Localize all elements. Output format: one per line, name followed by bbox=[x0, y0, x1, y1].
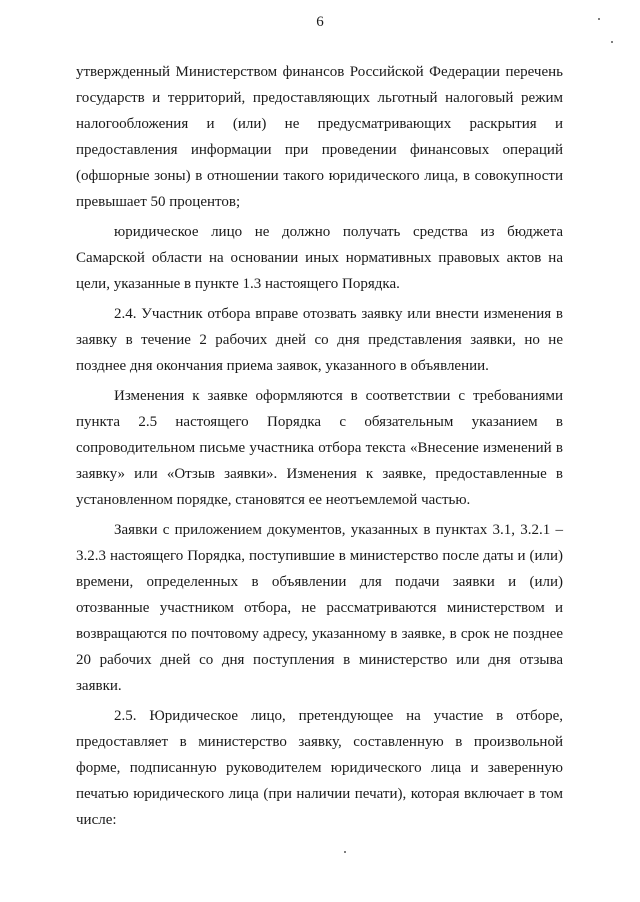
paragraph-3-text: 2.4. Участник отбора вправе отозвать заявку или внести изменения в заявку в течение 2 рабочих дней со дня представления заявки, но не позднее дня окончания приема заявок, указанного в объявлении. bbox=[76, 306, 563, 374]
paragraph-2-text: юридическое лицо не должно получать средства из бюджета Самарской области на основании иных нормативных правовых актов на цели, указанные в пункте 1.3 настоящего Порядка. bbox=[76, 224, 563, 292]
page-number: 6 bbox=[316, 14, 324, 30]
paragraph-section-2-4 bbox=[76, 301, 563, 379]
paragraph-4-text: Изменения к заявке оформляются в соответствии с требованиями пункта 2.5 настоящего Порядка с обязательным указанием в сопроводительном письме участника отбора текста «Внесение изменений в заявку» или «Отзыв заявки». Изменения к заявке, предоставленные в установленном порядке, становятся ее неотъемлемой частью. bbox=[76, 388, 563, 508]
paragraph-5-text: Заявки с приложением документов, указанных в пунктах 3.1, 3.2.1 – 3.2.3 настоящего Порядка, поступившие в министерство после даты и (или) времени, определенных в объявлении для подачи заявки и (или) отозванные участником отбора, не рассматриваются министерством и возвращаются по почтовому адресу, указанному в заявке, в срок не позднее 20 рабочих дней со дня поступления в министерство или дня отзыва заявки. bbox=[76, 522, 563, 694]
paragraph-1-text: утвержденный Министерством финансов Российской Федерации перечень государств и территорий, предоставляющих льготный налоговый режим налогообложения и (или) не предусматривающих раскрытия и предоставления информации при проведении финансовых операций (офшорные зоны) в отношении такого юридического лица, в совокупности превышает 50 процентов; bbox=[76, 64, 563, 210]
scan-speck bbox=[598, 18, 600, 20]
paragraph-4 bbox=[76, 383, 563, 513]
scan-speck bbox=[611, 41, 613, 43]
paragraph-6-text: 2.5. Юридическое лицо, претендующее на участие в отборе, предоставляет в министерство заявку, составленную в произвольной форме, подписанную руководителем юридического лица и заверенную печатью юридического лица (при наличии печати), которая включает в том числе: bbox=[76, 708, 563, 828]
paragraph-5 bbox=[76, 517, 563, 699]
paragraph-1 bbox=[76, 59, 563, 215]
document-body bbox=[76, 59, 563, 837]
scan-speck bbox=[344, 851, 346, 853]
paragraph-2 bbox=[76, 219, 563, 297]
paragraph-section-2-5 bbox=[76, 703, 563, 833]
